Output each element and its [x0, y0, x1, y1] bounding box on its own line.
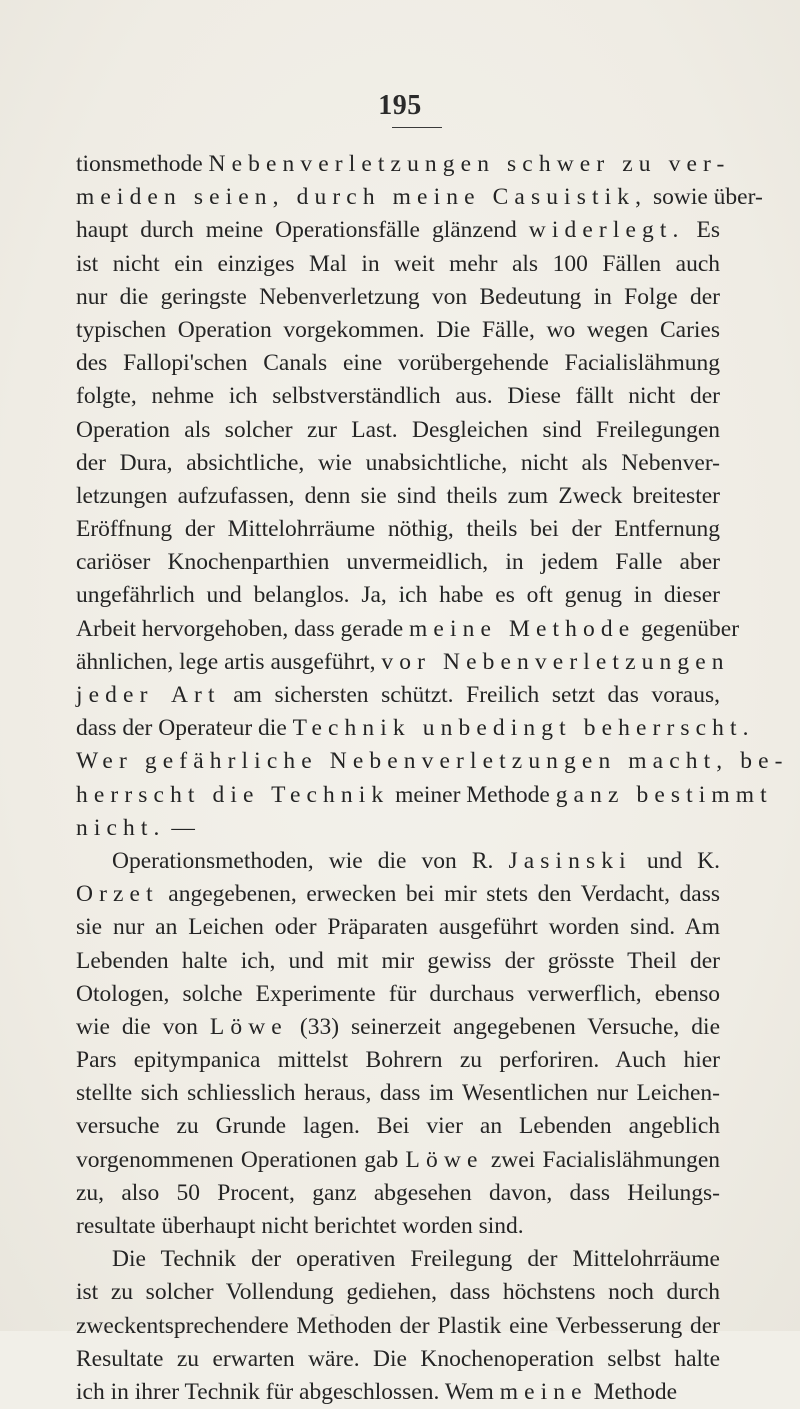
text-line	[76, 148, 731, 181]
text-run: versuche zu Grunde lagen. Bei vier an Lebenden angeblich	[76, 1113, 720, 1140]
page-number: 195	[378, 90, 422, 121]
text-run: sowie über-	[647, 184, 763, 211]
spaced-emphasis-text: jeder Art	[76, 682, 221, 708]
text-run: Operationsmethoden, wie die von R.	[112, 847, 509, 874]
text-run: haupt durch meine Operationsfälle glänzend	[76, 217, 529, 244]
text-run: ungefährlich und belanglos. Ja, ich habe es oft genug in dieser	[76, 582, 720, 609]
text-line	[76, 447, 720, 480]
text-run: angegebenen, erwecken bei mir stets den Verdacht, dass	[158, 881, 720, 908]
spaced-emphasis-text: Orzet	[76, 881, 159, 908]
spaced-emphasis-text: Jasinski	[508, 847, 632, 874]
text-run: letzungen aufzufassen, denn sie sind theils zum Zweck breitester	[76, 482, 720, 509]
page-number-underline	[392, 127, 442, 128]
paper-speck	[612, 1000, 614, 1002]
spaced-emphasis-text: ganz bestimmt	[555, 781, 773, 808]
text-run: zweckentsprechendere Methoden der Plastik eine Verbesserung der	[76, 1312, 720, 1339]
text-run: wie die von	[76, 1013, 210, 1040]
text-run: typischen Operation vorgekommen. Die Fälle, wo wegen Caries	[76, 316, 720, 343]
spaced-emphasis-text: nicht.	[76, 814, 166, 841]
text-line	[76, 513, 720, 546]
text-line	[76, 248, 720, 281]
spaced-emphasis-text: Löwe	[405, 1146, 484, 1173]
text-line	[76, 1276, 720, 1309]
text-line	[76, 1044, 720, 1077]
spaced-emphasis-text: Wer gefährliche Nebenverletzungen macht, be-	[76, 748, 789, 775]
paper-speck	[392, 1226, 395, 1228]
text-run: nur die geringste Nebenverletzung von Bedeutung in Folge der	[76, 283, 720, 310]
text-line	[76, 679, 720, 712]
text-line	[76, 414, 720, 447]
text-line	[76, 1376, 720, 1409]
text-run: meiner Methode	[389, 781, 556, 808]
text-run: ist zu solcher Vollendung gediehen, dass höchstens noch durch	[76, 1279, 720, 1306]
text-run: ist nicht ein einziges Mal in weit mehr als 100 Fällen auch	[76, 250, 720, 277]
text-run: Otologen, solche Experimente für durchaus verwerflich, ebenso	[76, 980, 720, 1007]
text-run: resultate überhaupt nicht berichtet worden sind.	[76, 1213, 524, 1239]
spaced-emphasis-text: vor Nebenverletzungen	[381, 648, 730, 675]
text-run: Eröffnung der Mittelohrräume nöthig, theils bei der Entfernung	[76, 516, 720, 543]
text-line	[76, 945, 720, 978]
text-run: (33) seinerzeit angegebenen Versuche, die	[287, 1013, 721, 1040]
text-run: ich in ihrer Technik für abgeschlossen. Wem	[76, 1378, 500, 1405]
spaced-emphasis-text: widerlegt.	[528, 217, 685, 244]
text-run: und K.	[631, 847, 720, 874]
text-run: dass der Operateur die	[76, 715, 293, 742]
text-line	[76, 911, 720, 944]
spaced-emphasis-text: herrscht die Technik	[76, 781, 390, 808]
text-run: vorgenommenen Operationen gab	[76, 1146, 406, 1173]
text-run: Die Technik der operativen Freilegung der Mittelohrräume	[112, 1246, 720, 1273]
text-line	[76, 314, 720, 347]
spaced-emphasis-text: meiden seien, durch meine Casuistik,	[76, 184, 648, 211]
text-run: cariöser Knochenparthien unvermeidlich, in jedem Falle aber	[76, 549, 720, 576]
text-line	[76, 978, 720, 1011]
text-line	[76, 745, 789, 778]
text-line	[76, 1110, 720, 1143]
text-line	[76, 646, 730, 679]
text-run: Lebenden halte ich, und mit mir gewiss der grösste Theil der	[76, 947, 720, 974]
text-run: tionsmethode	[76, 151, 209, 177]
text-line	[76, 1310, 720, 1343]
spaced-emphasis-text: meine Methode	[409, 615, 636, 642]
text-run: der Dura, absichtliche, wie unabsichtliche, nicht als Nebenver-	[76, 449, 720, 476]
text-run: zwei Facialislähmungen	[483, 1146, 721, 1173]
text-run: Arbeit hervorgehoben, dass gerade	[76, 615, 410, 642]
text-run: stellte sich schliesslich heraus, dass im Wesentlichen nur Leichen-	[76, 1080, 720, 1107]
text-line	[76, 1011, 720, 1044]
text-run: ähnlichen, lege artis ausgeführt,	[76, 648, 382, 675]
text-run: sie nur an Leichen oder Präparaten ausgeführt worden sind. Am	[76, 914, 720, 941]
text-run: —	[165, 814, 195, 841]
text-line	[76, 1077, 720, 1110]
text-line	[76, 214, 720, 247]
text-run: folgte, nehme ich selbstverständlich aus. Diese fällt nicht der	[76, 383, 720, 410]
body-text	[76, 148, 789, 1409]
text-line	[76, 812, 720, 845]
text-line	[76, 181, 763, 214]
text-run: Methode	[587, 1378, 678, 1405]
text-run: zu, also 50 Procent, ganz abgesehen davon, dass Heilungs-	[76, 1179, 720, 1206]
text-run: am sichersten schützt. Freilich setzt das voraus,	[220, 682, 720, 708]
text-line	[76, 878, 720, 911]
spaced-emphasis-text: Nebenverletzungen schwer zu ver-	[208, 151, 731, 177]
text-run: des Fallopi'schen Canals eine vorübergehende Facialislähmung	[76, 350, 720, 377]
text-line	[76, 1144, 720, 1177]
text-line	[76, 1243, 720, 1276]
text-run: Es	[684, 217, 721, 244]
text-line	[76, 347, 720, 380]
text-line	[76, 1343, 720, 1376]
text-run: Operation als solcher zur Last. Desgleichen sind Freilegungen	[76, 416, 720, 443]
spaced-emphasis-text: meine	[499, 1378, 588, 1405]
spaced-emphasis-text: Löwe	[209, 1013, 288, 1040]
spaced-emphasis-text: Technik unbedingt beherrscht.	[292, 715, 755, 742]
text-line	[76, 613, 740, 646]
text-line	[76, 546, 720, 579]
text-line	[76, 845, 720, 878]
text-run: gegenüber	[635, 615, 740, 642]
text-line	[76, 579, 720, 612]
text-line	[76, 712, 755, 745]
text-line	[76, 380, 720, 413]
text-run: Pars epitympanica mittelst Bohrern zu perforiren. Auch hier	[76, 1047, 720, 1074]
paper-speck	[330, 1314, 334, 1316]
text-line	[76, 480, 720, 513]
text-line	[76, 1177, 720, 1210]
text-line	[76, 1210, 720, 1243]
text-run: Resultate zu erwarten wäre. Die Knochenoperation selbst halte	[76, 1345, 720, 1372]
text-line	[76, 779, 773, 812]
text-line	[76, 281, 720, 314]
